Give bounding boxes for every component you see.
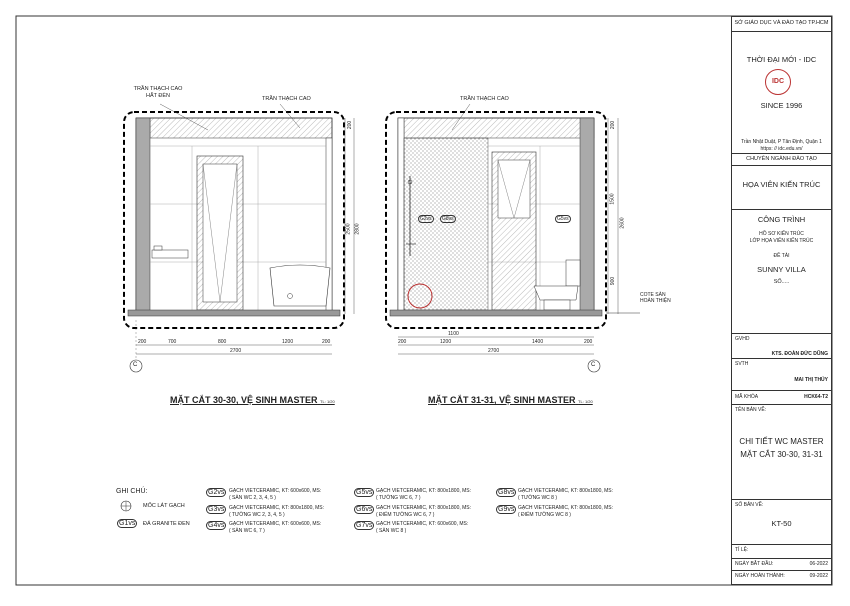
s1-dim-200a: 200: [138, 339, 147, 345]
legend-col3-1-sub: ( ĐIỂM TƯỜNG WC 8 ): [518, 512, 571, 518]
s2-dim-1200: 1200: [440, 339, 452, 345]
tb-topic: SUNNY VILLA: [757, 265, 806, 274]
tb-project-line1: HỒ SƠ KIẾN TRÚC: [759, 231, 804, 237]
idc-logo-text: IDC: [771, 78, 785, 85]
tb-topic-label: ĐỀ TÀI: [773, 253, 790, 259]
legend-col2-2-text: GẠCH VIETCERAMIC, KT: 600x600, MS:: [376, 521, 469, 527]
s1-title-text: MẶT CẮT 30-30, VỆ SINH MASTER: [170, 395, 318, 405]
legend-col2-2-tag: G7vs: [356, 522, 373, 529]
legend-col2-1-sub: ( ĐIỂM TƯỜNG WC 6, 7 ): [376, 512, 435, 518]
legend-col1-0-sub: ( SÀN WC 2, 3, 4, 5 ): [229, 495, 276, 501]
s1-dim-right-2500: 2500: [345, 223, 352, 235]
legend-col3-0-sub: ( TƯỜNG WC 8 ): [518, 495, 558, 501]
s1-dim-right-200: 200: [347, 120, 354, 130]
tb-project-line2: LỚP HỌA VIÊN KIẾN TRÚC: [749, 238, 814, 244]
legend-col3-0-tag: G8vs: [498, 489, 515, 496]
tb-dept: SỞ GIÁO DỤC VÀ ĐÀO TẠO TP.HCM: [734, 20, 829, 26]
tb-topic-sub: SỐ.....: [773, 279, 790, 285]
tb-end-label: NGÀY HOÀN THÀNH:: [735, 573, 785, 579]
tb-start-label: NGÀY BẮT ĐẦU:: [735, 561, 774, 567]
tb-drawing-line1: CHI TIẾT WC MASTER: [739, 437, 824, 446]
legend-col2-2-sub: ( SÀN WC 8 ): [376, 528, 407, 534]
s1-scale: TL: 1/20: [320, 399, 335, 404]
s2-dim-200a: 200: [398, 339, 407, 345]
legend-col1-2-tag: G4vs: [208, 522, 225, 529]
tb-svth-label: SVTH: [735, 361, 749, 367]
tb-start: 06-2022: [809, 561, 828, 567]
s2-title: [428, 395, 593, 405]
s2-dim-right-200: 200: [610, 120, 617, 130]
s1-dim-200b: 200: [322, 339, 331, 345]
legend-col1-2-text: GẠCH VIETCERAMIC, KT: 600x600, MS:: [229, 521, 322, 527]
tb-project-label: CÔNG TRÌNH: [757, 215, 806, 224]
legend-col2-0-tag: G5vs: [356, 489, 373, 496]
s2-cote-label: COTE SÀN HOÀN THIỆN: [640, 292, 671, 304]
legend-item-mark: MỐC LÁT GẠCH: [143, 503, 185, 509]
legend-col1-1-tag: G3vs: [208, 506, 225, 513]
legend-col3-1-text: GẠCH VIETCERAMIC, KT: 800x1800, MS:: [518, 505, 614, 511]
s2-dim-right-900: 900: [610, 276, 617, 286]
legend-col3-1-tag: G9vs: [498, 506, 515, 513]
s1-dim-700: 700: [168, 339, 177, 345]
s1-title: [170, 395, 335, 405]
s1-dim-800: 800: [218, 339, 227, 345]
s1-dim-1200: 1200: [282, 339, 294, 345]
tb-school: THỜI ĐẠI MỚI - IDC: [746, 55, 817, 64]
legend-col1-1-sub: ( TƯỜNG WC 2, 3, 4, 5 ): [229, 512, 285, 518]
tb-address: Trần Nhật Duật, P Tân Định, Quận 1: [741, 139, 822, 145]
s2-dim-right-1500: 1500: [609, 193, 616, 205]
legend-col2-1-text: GẠCH VIETCERAMIC, KT: 800x1800, MS:: [376, 505, 472, 511]
tb-drawing-line2: MẶT CẮT 30-30, 31-31: [740, 450, 823, 459]
tb-scale-label: TỈ LỆ:: [735, 547, 749, 553]
tb-gvhd: KTS. ĐOÀN ĐỨC DŨNG: [771, 351, 828, 357]
tb-since: SINCE 1996: [760, 101, 803, 110]
s1-ceiling-hidden-label: TRẦN THẠCH CAO HẮT ĐÈN: [133, 86, 183, 99]
tb-website: https: // idc.edu.vn/: [760, 146, 803, 152]
tb-sheet-no: KT-50: [771, 519, 792, 528]
tb-program-name: HỌA VIÊN KIẾN TRÚC: [742, 180, 821, 189]
s1-grid-bubble: C: [133, 362, 138, 368]
legend-col1-0-tag: G2vs: [208, 489, 225, 496]
legend-col2-0-text: GẠCH VIETCERAMIC, KT: 800x1800, MS:: [376, 488, 472, 494]
legend-col2-0-sub: ( TƯỜNG WC 6, 7 ): [376, 495, 421, 501]
s2-dim-1400: 1400: [532, 339, 544, 345]
tb-end: 09-2022: [809, 573, 828, 579]
tb-sheet-label: SỐ BẢN VẼ:: [735, 502, 764, 508]
s1-ceiling-label: TRẦN THẠCH CAO: [262, 96, 311, 102]
s2-dim-total: 2700: [488, 348, 500, 354]
legend-col1-2-sub: ( SÀN WC 6, 7 ): [229, 528, 265, 534]
tb-program: CHUYÊN NGÀNH ĐÀO TẠO: [746, 156, 817, 162]
s2-title-text: MẶT CẮT 31-31, VỆ SINH MASTER: [428, 395, 576, 405]
s2-grid-bubble: C: [591, 362, 596, 368]
s2-dim-1100: 1100: [448, 331, 459, 337]
tb-code: HCK64-T2: [804, 394, 828, 400]
legend-col3-0-text: GẠCH VIETCERAMIC, KT: 800x1800, MS:: [518, 488, 614, 494]
legend-title: GHI CHÚ:: [116, 488, 148, 495]
idc-logo: [765, 69, 791, 95]
legend-item-g1vs-text: ĐÁ GRANITE ĐEN: [143, 521, 190, 527]
tb-svth: MAI THỊ THÚY: [794, 377, 828, 383]
tb-code-label: MÃ KHÓA: [735, 394, 759, 400]
tb-gvhd-label: GVHD: [735, 336, 750, 342]
legend-item-g1vs-tag: G1vs: [119, 520, 136, 527]
s1-dim-total: 2700: [230, 348, 242, 354]
s2-dim-200b: 200: [584, 339, 593, 345]
title-block: [731, 16, 832, 585]
tb-drawing-label: TÊN BẢN VẼ:: [735, 407, 767, 413]
s2-tag-g2vs: G2vs: [420, 216, 432, 222]
legend-col1-1-text: GẠCH VIETCERAMIC, KT: 800x1800, MS:: [229, 505, 325, 511]
s2-scale: TL: 1/20: [578, 399, 593, 404]
s2-dim-right-2600: 2600: [619, 217, 626, 229]
s2-ceiling-label: TRẦN THẠCH CAO: [460, 96, 509, 102]
s1-dim-right-2800: 2800: [354, 223, 361, 235]
s2-tag-g8vs: G8vs: [442, 216, 454, 222]
legend-col2-1-tag: G6vs: [356, 506, 373, 513]
s2-tag-g5vs: G5vs: [557, 216, 569, 222]
legend-col1-0-text: GẠCH VIETCERAMIC, KT: 600x600, MS:: [229, 488, 322, 494]
